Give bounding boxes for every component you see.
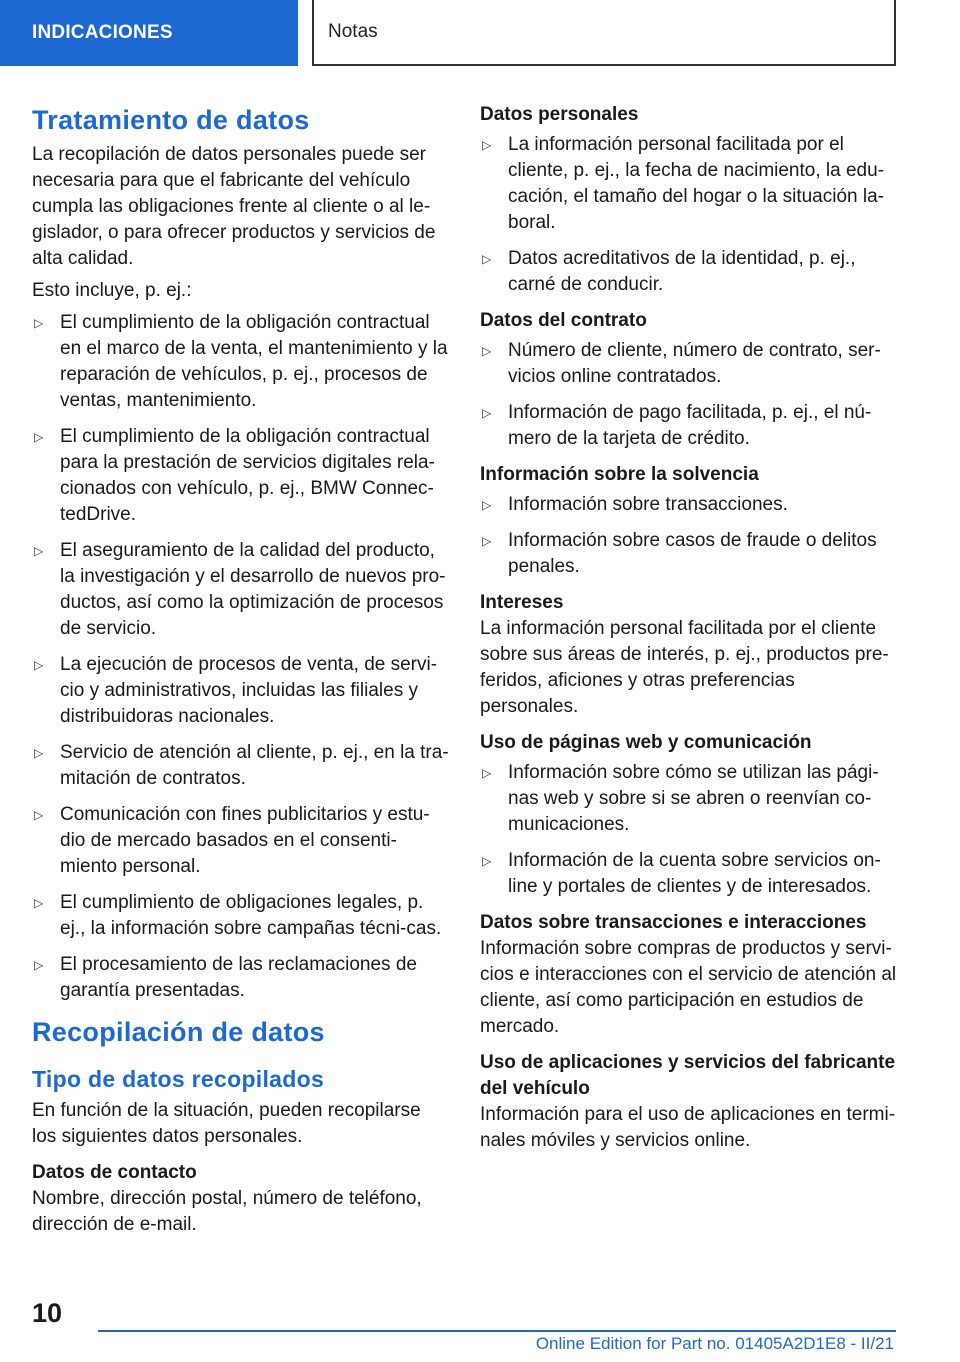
edition-text: Online Edition for Part no. 01405A2D1E8 - II/21 [535,1334,894,1353]
list-item: ▷ Número de cliente, número de contrato, ser-vicios online contratados. [482,340,881,387]
contract-list [480,338,898,452]
interests-label: Intereses [480,592,564,613]
transactions-label: Datos sobre transacciones e interacciones [480,912,867,933]
list-item: ▷ El aseguramiento de la calidad del producto, la investigación y el desarrollo de nuevos pro-ductos, así como la optimización de procesos de servicio. [34,540,446,639]
list-item: ▷ El procesamiento de las reclamaciones de garantía presentadas. [34,954,417,1001]
list-item: ▷ Servicio de atención al cliente, p. ej., en la tra-mitación de contratos. [34,742,449,789]
tab-notas[interactable]: Notas [312,0,896,66]
triangle-bullet-icon: ▷ [482,854,492,868]
personal-label: Datos personales [480,104,639,125]
apps-text: Información para el uso de aplicaciones en termi-nales móviles y servicios online. [480,1104,896,1151]
list-item: ▷ Comunicación con fines publicitarios y estu-dio de mercado basados en el consenti-miento personal. [34,804,430,877]
right-column [480,100,898,1160]
list-item: ▷ La información personal facilitada por el cliente, p. ej., la fecha de nacimiento, la edu-cación, el tamaño del hogar o la situación la-boral. [482,134,885,233]
section-title-tratamiento: Tratamiento de datos [32,105,310,135]
triangle-bullet-icon: ▷ [34,430,44,444]
triangle-bullet-icon: ▷ [34,746,44,760]
footer-divider [98,1330,896,1332]
interests-text: La información personal facilitada por el cliente sobre sus áreas de interés, p. ej., productos pre-feridos, aficiones y otras preferencias personales. [480,618,889,717]
triangle-bullet-icon: ▷ [482,252,492,266]
solvency-label: Información sobre la solvencia [480,464,759,485]
triangle-bullet-icon: ▷ [482,498,492,512]
section-title-recopilacion: Recopilación de datos [32,1017,325,1047]
list-item: ▷ La ejecución de procesos de venta, de servi-cio y administrativos, incluidas las filiales y distribuidoras nacionales. [34,654,438,727]
triangle-bullet-icon: ▷ [482,138,492,152]
triangle-bullet-icon: ▷ [34,316,44,330]
contact-label: Datos de contacto [32,1162,197,1183]
transactions-text: Información sobre compras de productos y servi-cios e interacciones con el servicio de atención al cliente, así como participación en estudios de mercado. [480,938,897,1037]
list-item: ▷ Información de pago facilitada, p. ej., el nú-mero de la tarjeta de crédito. [482,402,872,449]
triangle-bullet-icon: ▷ [34,544,44,558]
triangle-bullet-icon: ▷ [482,766,492,780]
intro-paragraph: La recopilación de datos personales puede ser necesaria para que el fabricante del vehículo cumpla las obligaciones frente al cliente o al le-gislador, o para ofrecer productos y servicios de alta calidad. [32,144,436,269]
solvency-list [480,492,898,580]
subsection-title-tipo: Tipo de datos recopilados [32,1066,325,1092]
personal-list [480,132,898,298]
list-item: ▷ Información de la cuenta sobre servicios on-line y portales de clientes y de interesados. [482,850,881,897]
list-item: ▷ El cumplimiento de la obligación contractual para la prestación de servicios digitales rela-cionados con vehículo, p. ej., BMW Connec-tedDrive. [34,426,435,525]
apps-label: Uso de aplicaciones y servicios del fabricante del vehículo [480,1052,896,1099]
list-item: ▷ Información sobre transacciones. [482,494,788,515]
web-label: Uso de páginas web y comunicación [480,732,812,753]
list-item: ▷ El cumplimiento de obligaciones legales, p. ej., la información sobre campañas técni-cas. [34,892,442,939]
tipo-paragraph: En función de la situación, pueden recopilarse los siguientes datos personales. [32,1100,421,1147]
triangle-bullet-icon: ▷ [482,534,492,548]
triangle-bullet-icon: ▷ [34,658,44,672]
web-list [480,760,898,900]
includes-text: Esto incluye, p. ej.: [32,280,192,301]
tratamiento-list [32,310,450,1004]
triangle-bullet-icon: ▷ [482,344,492,358]
list-item: ▷ El cumplimiento de la obligación contractual en el marco de la venta, el mantenimiento y la reparación de vehículos, p. ej., procesos de ventas, mantenimiento. [34,312,448,411]
list-item: ▷ Datos acreditativos de la identidad, p. ej., carné de conducir. [482,248,856,295]
contract-label: Datos del contrato [480,310,647,331]
tab-indicaciones[interactable]: INDICACIONES [0,0,298,66]
triangle-bullet-icon: ▷ [34,896,44,910]
page-number: 10 [32,1298,63,1328]
triangle-bullet-icon: ▷ [482,406,492,420]
left-column [32,100,450,1244]
triangle-bullet-icon: ▷ [34,808,44,822]
contact-text: Nombre, dirección postal, número de teléfono, dirección de e-mail. [32,1188,422,1235]
triangle-bullet-icon: ▷ [34,958,44,972]
list-item: ▷ Información sobre cómo se utilizan las pági-nas web y sobre si se abren o reenvían co-municaciones. [482,762,879,835]
list-item: ▷ Información sobre casos de fraude o delitos penales. [482,530,877,577]
